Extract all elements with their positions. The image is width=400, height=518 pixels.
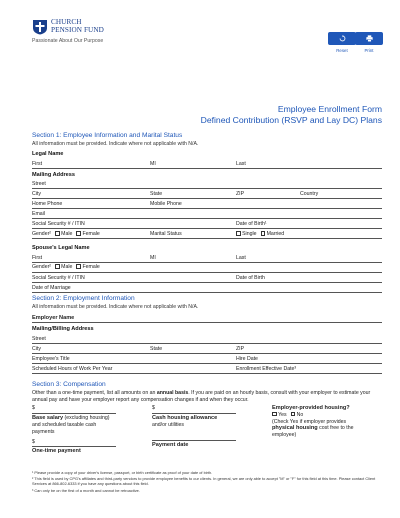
zip-label: ZIP [236, 191, 245, 197]
section-1-note: All information must be provided. Indicate where not applicable with N/A. [32, 141, 199, 147]
logo-tagline: Passionate About Our Purpose [32, 38, 104, 44]
intro-text-a: Other than a one-time payment, list all amounts on an [32, 390, 157, 396]
reset-label: Reset [336, 48, 348, 53]
logo-name [51, 19, 104, 34]
married-label: Married [266, 231, 285, 237]
section-1-heading: Section 1: Employee Information and Marital Status [32, 132, 183, 139]
employer-street-label: Street [32, 335, 46, 342]
housing-no-checkbox[interactable] [291, 412, 296, 417]
spouse-name-heading: Spouse's Legal Name [32, 245, 90, 251]
housing-yes-label: Yes [278, 411, 287, 418]
intro-text-b: . If you are paid on an hourly basis, consult with your employer to estimate your annual pay and have your employer report any compensation changes if and when they occur. [32, 390, 371, 403]
spouse-gender-group [32, 264, 100, 270]
employer-state-label: State [150, 345, 163, 352]
base-salary-label: Base salary [32, 415, 64, 421]
gender-marital-row [32, 229, 382, 239]
org-line-1: CHURCH [51, 18, 82, 26]
housing-note-bold: physical housing [272, 425, 318, 432]
section-2-note: All information must be provided. Indicate where not applicable with N/A. [32, 304, 199, 310]
spouse-gender-label: Gender² [32, 264, 52, 271]
section-3-heading: Section 3: Compensation [32, 381, 106, 388]
church-pension-fund-logo [32, 19, 162, 51]
base-salary-dollar: $ [32, 405, 35, 412]
marital-status-label: Marital Status [150, 231, 182, 237]
reset-icon [339, 35, 346, 42]
section-2-heading: Section 2: Employment Information [32, 295, 135, 302]
cash-housing-column [152, 405, 236, 448]
spouse-male-label: Male [61, 264, 73, 271]
printer-icon [366, 35, 373, 42]
hire-date-label: Hire Date [236, 355, 258, 362]
country-label: Country [300, 191, 319, 197]
scheduled-hours-label: Scheduled Hours of Work Per Year [32, 365, 113, 372]
mi-label: MI [150, 160, 156, 167]
spouse-gender-row [32, 263, 382, 273]
payment-date-field[interactable] [152, 432, 236, 441]
home-phone-label: Home Phone [32, 201, 63, 207]
female-checkbox[interactable] [76, 231, 81, 236]
form-title-line-2: Defined Contribution (RSVP and Lay DC) Plans [200, 115, 382, 125]
section-2 [32, 294, 382, 374]
first-name-label: First [32, 160, 43, 167]
form-title [201, 104, 382, 126]
cash-housing-dollar: $ [152, 405, 155, 412]
spouse-male-checkbox[interactable] [55, 264, 60, 269]
org-line-2: PENSION FUND [51, 25, 104, 34]
city-row[interactable] [32, 189, 382, 199]
employer-city-row[interactable] [32, 344, 382, 354]
cash-housing-desc: and/or utilities [152, 421, 185, 428]
street-label: Street [32, 181, 46, 187]
spouse-female-label: Female [82, 264, 100, 271]
marital-group [232, 231, 284, 237]
gender-group [32, 231, 100, 237]
housing-note-a: (Check Yes if employer provides [272, 418, 347, 425]
marriage-date-label: Date of Marriage [32, 284, 71, 291]
last-name-label: Last [236, 160, 246, 167]
employer-zip-label: ZIP [236, 345, 245, 352]
female-label: Female [82, 231, 100, 237]
spouse-ssn-label: Social Security # / ITIN [32, 274, 85, 281]
housing-no-label: No [296, 411, 304, 418]
spouse-first-label: First [32, 254, 43, 261]
employer-name-label: Employer Name [32, 315, 75, 321]
employer-name-row[interactable] [32, 311, 382, 323]
street-row[interactable] [32, 179, 382, 189]
city-label: City [32, 191, 41, 197]
footnote-1: ¹ Please provide a copy of your driver's license, passport, or birth certificate as proof of your date of birth. [32, 470, 213, 475]
footnote-3: ³ Can only be on the first of a month and cannot be retroactive. [32, 487, 140, 493]
housing-yes-checkbox[interactable] [272, 412, 277, 417]
base-salary-column [32, 405, 116, 455]
employee-title-label: Employee's Title [32, 355, 70, 362]
employer-city-label: City [32, 345, 41, 352]
mailing-billing-heading: Mailing/Billing Address [32, 326, 94, 332]
payment-date-label: Payment date [152, 441, 189, 448]
shield-cross-icon [32, 19, 48, 35]
cash-housing-label: Cash housing allowance [152, 415, 218, 421]
phone-row[interactable] [32, 199, 382, 209]
section-1 [32, 131, 382, 293]
footnotes [32, 470, 382, 493]
mobile-phone-label: Mobile Phone [150, 201, 182, 207]
employer-housing-question: Employer-provided housing? [272, 405, 350, 411]
spouse-mi-label: MI [150, 254, 156, 261]
title-hire-row[interactable] [32, 354, 382, 364]
legal-name-heading: Legal Name [32, 151, 64, 157]
single-checkbox[interactable] [236, 231, 241, 236]
employer-housing-column [272, 405, 364, 439]
ssn-label: Social Security # / ITIN [32, 221, 85, 227]
state-label: State [150, 191, 163, 197]
base-salary-desc: (excluding housing) and scheduled taxable cash payments [32, 415, 110, 435]
married-checkbox[interactable] [261, 231, 266, 236]
compensation-intro [32, 390, 382, 404]
spouse-last-label: Last [236, 254, 246, 261]
reset-button[interactable] [328, 32, 356, 45]
intro-annual-basis: annual basis [156, 390, 189, 396]
mailing-address-heading: Mailing Address [32, 171, 75, 178]
print-button[interactable] [355, 32, 383, 45]
form-title-line-1: Employee Enrollment Form [277, 104, 382, 114]
marriage-date-row[interactable] [32, 283, 382, 293]
housing-note-b: cost free to the employee) [272, 425, 354, 439]
email-row[interactable] [32, 209, 382, 219]
single-label: Single [242, 231, 257, 237]
ssn-row[interactable] [32, 219, 382, 229]
one-time-payment-field[interactable] [32, 438, 116, 447]
enrollment-date-label: Enrollment Effective Date³ [236, 365, 297, 372]
gender-label: Gender² [32, 231, 52, 237]
spouse-ssn-row[interactable] [32, 273, 382, 283]
email-label: Email [32, 211, 45, 217]
base-salary-field[interactable] [32, 405, 116, 414]
section-3 [32, 380, 382, 404]
one-time-payment-label: One-time payment [32, 448, 81, 455]
footnote-2: ² This field is used by CPG's affiliates and third-party vendors to provide employee benefits to our clients. In general, we are only able to accept "M" or "F" for this field at this time. Please contact Client Services at 866-802-6333 if you have any questions about this field. [32, 476, 376, 487]
cash-housing-field[interactable] [152, 405, 236, 414]
print-label: Print [364, 48, 374, 53]
spouse-dob-label: Date of Birth [236, 274, 265, 281]
dob-label: Date of Birth¹ [236, 221, 267, 227]
spouse-female-checkbox[interactable] [76, 264, 81, 269]
housing-note [272, 419, 364, 439]
male-checkbox[interactable] [55, 231, 60, 236]
legal-name-row[interactable] [32, 159, 382, 169]
employer-street-row[interactable] [32, 334, 382, 344]
hours-enrollment-row[interactable] [32, 364, 382, 374]
one-time-dollar: $ [32, 438, 35, 445]
spouse-name-row[interactable] [32, 253, 382, 263]
male-label: Male [61, 231, 73, 237]
